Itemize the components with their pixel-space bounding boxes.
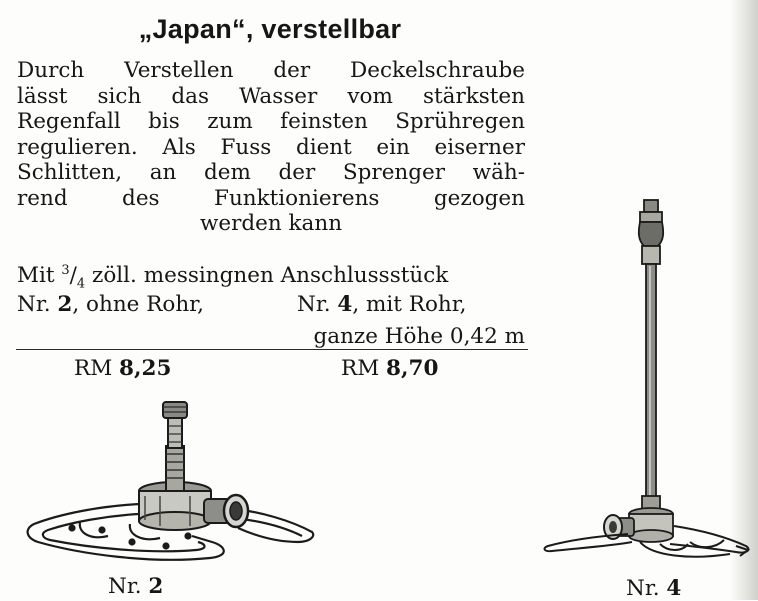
caption-label: Nr. [626,576,667,601]
price-amount: 8,70 [386,356,439,381]
caption-number: 4 [666,576,682,601]
description-line: Schlitten, an dem der Sprenger wäh- [17,160,525,185]
caption-label: Nr. [108,574,149,599]
caption-nr2 [108,574,163,599]
price-nr4 [341,356,438,381]
variant-text: , mit Rohr, [352,292,467,317]
caption-nr4 [626,576,681,601]
price-nr2 [74,356,171,381]
description-line: Durch Verstellen der Deckelschraube [17,58,525,83]
price-currency: RM [74,356,120,381]
price-amount: 8,25 [119,356,172,381]
sprinkler-nr2-illustration [20,396,320,571]
description-last-line: werden kann [199,211,343,236]
description-line: Regenfall bis zum feinsten Sprühregen [17,109,525,134]
price-currency: RM [341,356,387,381]
variant-label: Nr. [17,292,58,317]
variant-label: Nr. [297,292,338,317]
mount-info: Mit $^3/_4$ zöll. messingnen Anschlussstück [17,263,449,292]
product-description [17,58,525,237]
height-info: ganze Höhe 0,42 m [313,324,525,349]
variant-nr4 [297,292,467,318]
sprinkler-nr4-illustration [540,196,755,568]
description-line: rend des Funktionierens gezogen [17,185,525,211]
description-line: regulieren. Als Fuss dient ein eiserner [17,134,525,160]
variant-number: 2 [57,292,73,317]
description-line: lässt sich das Wasser vom stärksten [17,83,525,109]
fraction-denominator: 4 [76,276,86,292]
variant-number: 4 [337,292,353,317]
mount-suffix: zöll. messingnen Anschlussstück [85,263,449,289]
mount-prefix: Mit [17,263,62,289]
variant-text: , ohne Rohr, [72,292,204,317]
variant-nr2 [17,292,204,318]
fraction-numerator: 3 [61,263,70,278]
divider-rule [16,349,528,350]
product-title: „Japan“, verstellbar [138,14,402,44]
caption-number: 2 [148,574,164,599]
